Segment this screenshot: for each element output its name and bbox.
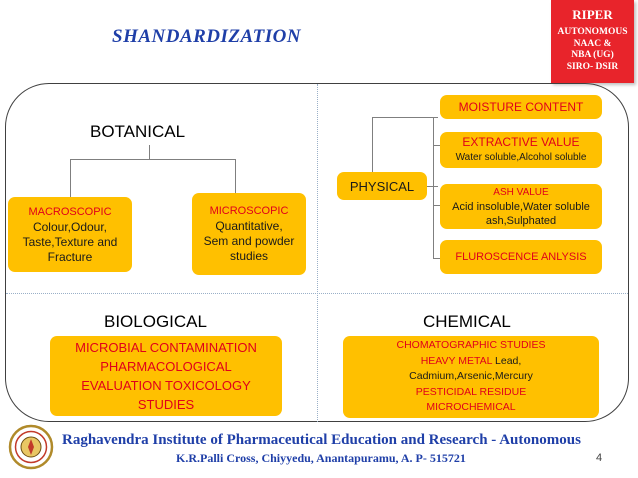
chemical-heading: CHEMICAL (423, 312, 511, 331)
institute-logo (8, 424, 54, 470)
connector (372, 117, 438, 118)
botanical-heading: BOTANICAL (90, 122, 186, 141)
page-number: 4 (596, 452, 603, 464)
institute-name: Raghavendra Institute of Pharmaceutical Education and Research - Autonomous (62, 432, 581, 448)
microscopic-line-2: Sem and powder (203, 234, 295, 248)
extractive-value-sub: Water soluble,Alcohol soluble (455, 152, 587, 163)
macroscopic-box (8, 197, 132, 272)
badge-line-1: AUTONOMOUS (557, 27, 628, 37)
biological-line-1: MICROBIAL CONTAMINATION (75, 340, 257, 355)
connector (235, 159, 236, 193)
slide-title: SHANDARDIZATION (112, 26, 302, 47)
horizontal-divider (6, 293, 628, 294)
ash-value-title: ASH VALUE (493, 186, 549, 198)
institute-address: K.R.Palli Cross, Chiyyedu, Anantapuramu, A. P- 515721 (176, 451, 466, 465)
microscopic-line-1: Quantitative, (215, 219, 283, 233)
biological-line-3: EVALUATION TOXICOLOGY (81, 378, 251, 393)
connector (433, 258, 440, 259)
macroscopic-title: MACROSCOPIC (28, 205, 112, 218)
microscopic-title: MICROSCOPIC (209, 205, 289, 217)
connector (149, 145, 150, 159)
ash-value-line-2: ash,Sulphated (485, 214, 557, 227)
physical-label: PHYSICAL (349, 178, 415, 194)
chemical-line-5: MICROCHEMICAL (426, 401, 516, 414)
chemical-line-3: Cadmium,Arsenic,Mercury (409, 370, 533, 383)
badge-line-2: NAAC & (573, 38, 612, 49)
ash-value-box (440, 184, 602, 229)
fluorescence-analysis-label: FLUROSCENCE ANLYSIS (455, 251, 587, 263)
chemical-heavy-metal: HEAVY METAL (420, 354, 493, 367)
connector (433, 117, 434, 259)
microscopic-line-3: studies (229, 249, 269, 263)
vertical-divider (317, 84, 318, 422)
connector (433, 145, 440, 146)
connector (70, 159, 236, 160)
connector (70, 159, 71, 197)
badge-name: RIPER (572, 7, 613, 22)
badge-line-4: SIRO- DSIR (566, 61, 619, 72)
moisture-content-box (440, 95, 602, 119)
ash-value-line-1: Acid insoluble,Water soluble (452, 200, 590, 213)
chemical-lead: Lead, (492, 354, 522, 367)
macroscopic-line-3: Fracture (47, 249, 93, 264)
chemical-box (343, 336, 599, 418)
chemical-line-4: PESTICIDAL RESIDUE (415, 385, 527, 398)
badge-line-3: NBA (UG) (571, 50, 614, 60)
biological-heading: BIOLOGICAL (104, 312, 207, 331)
biological-line-2: PHARMACOLOGICAL (100, 359, 232, 374)
fluorescence-analysis-box (440, 240, 602, 274)
extractive-value-box (440, 132, 602, 168)
biological-line-4: STUDIES (137, 397, 195, 412)
connector (372, 117, 373, 172)
physical-box (337, 172, 427, 200)
biological-box (50, 336, 282, 416)
extractive-value-title: EXTRACTIVE VALUE (462, 135, 580, 149)
macroscopic-line-2: Taste,Texture and (22, 234, 118, 249)
connector (433, 205, 440, 206)
macroscopic-line-1: Colour,Odour, (32, 219, 108, 234)
riper-badge (551, 0, 634, 83)
moisture-content-label: MOISTURE CONTENT (458, 100, 584, 114)
microscopic-box (192, 193, 306, 275)
chemical-line-1: CHOMATOGRAPHIC STUDIES (396, 339, 546, 352)
